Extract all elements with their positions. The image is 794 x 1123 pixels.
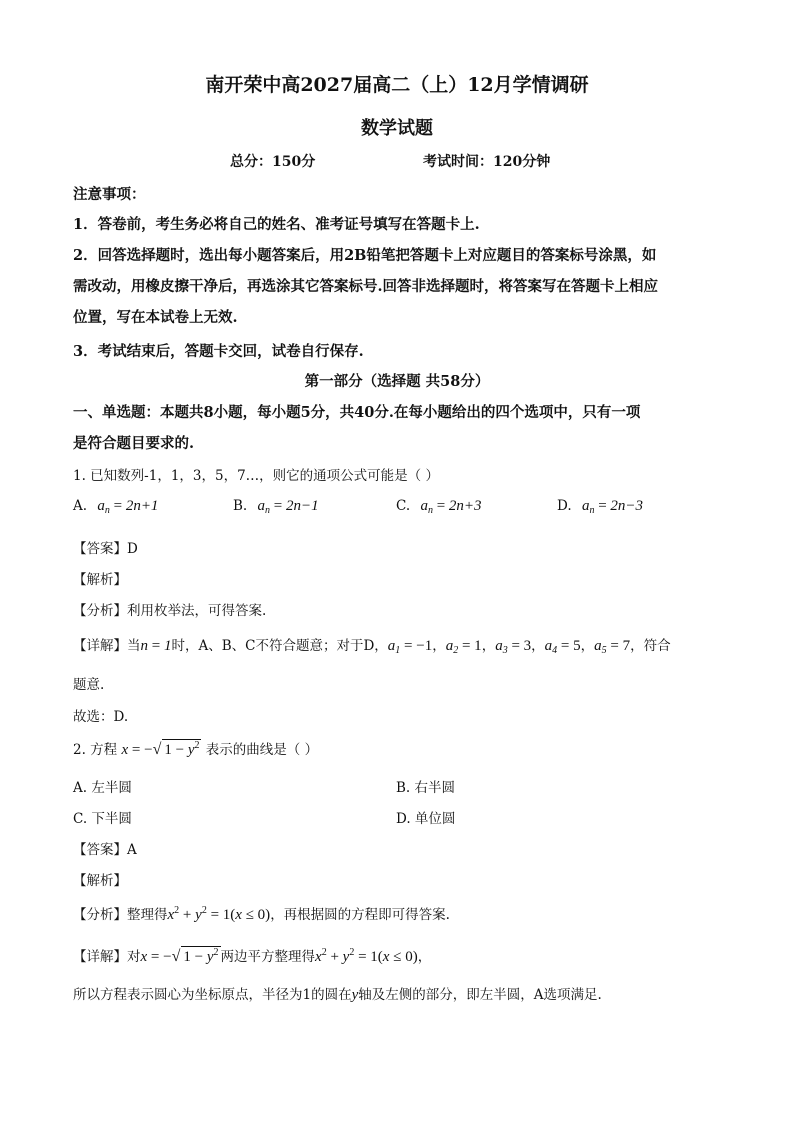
answer-line [73,838,137,858]
option-label: D. [557,498,572,514]
detail-line: 【详解】对x = −√ $1 - y^2$ 两边平方整理得$x^2 + y^2 = 1(x \le 0)$， [73,947,432,965]
notice-item: 需改动，用橡皮擦干净后，再选涂其它答案标号.回答非选择题时，将答案写在答题卡上相应 [73,278,659,295]
solution-part: 所以方程表示圆心为坐标原点，半径为1的圆在 [73,987,352,1003]
detail-continuation: 题意. [73,677,105,693]
detail-text: 时，A、B、C不符合题意；对于D， [171,638,388,654]
solution-text: 所以方程表示圆心为坐标原点，半径为1的圆在y轴及左侧的部分，即左半圆，A选项满足. [73,987,602,1003]
notice-heading: 注意事项： [73,186,146,203]
detail-tag: 【详解】 [73,638,127,654]
notice-item: 3．考试结束后，答题卡交回，试卷自行保存. [73,343,364,360]
option-d: D. 单位圆 [396,811,456,827]
detail-text: ，符合 [630,638,671,654]
analysis-tag: 【解析】 [73,572,127,588]
conclusion: 故选：D. [73,709,129,725]
detail-text: ， [417,949,432,965]
notice-item: 2．回答选择题时，选出每小题答案后，用2B铅笔把答题卡上对应题目的答案标号涂黑，如 [73,247,657,264]
option-label: A. [73,498,88,514]
answer-tag: 【答案】 [73,842,127,858]
exam-time: 考试时间：120分钟 [423,154,551,170]
option-c: C. $a_n = 2n+3$ [396,498,482,516]
option-label: B. [233,498,248,514]
option-c: C. 下半圆 [73,811,132,827]
option-expr: 2n−3 [610,498,644,514]
option-label: C. [396,498,411,514]
page-subtitle: 数学试题 [361,118,433,139]
total-score: 总分：150分 [230,154,316,170]
fenxi-tag: 【分析】 [73,603,127,619]
answer-value: D [127,541,138,557]
option-a: A. $a_n = 2n+1$ [73,498,159,516]
option-b: B. $a_n = 2n-1$ [233,498,319,516]
analysis-tag: 【解析】 [73,873,127,889]
detail-text: 当 [127,638,141,654]
solution-part: 轴及左侧的部分，即左半圆，A选项满足. [358,987,602,1003]
section-instruction: 一、单选题：本题共8小题，每小题5分，共40分.在每小题给出的四个选项中，只有一项 [73,404,641,421]
option-expr: 2n+3 [448,498,482,514]
fenxi-text: 整理得 [127,907,168,923]
option-expr: 2n+1 [125,498,159,514]
section-instruction: 是符合题目要求的. [73,435,195,452]
option-b: B. 右半圆 [396,780,456,796]
stem-text: 表示的曲线是（ ） [205,742,319,758]
detail-text: 对 [127,949,141,965]
fenxi-tag: 【分析】 [73,907,127,923]
fenxi-text: 利用枚举法，可得答案. [127,603,267,619]
option-expr: 2n−1 [285,498,319,514]
fenxi-line [73,599,266,619]
stem-text: 2. 方程 [73,742,118,758]
notice-item: 1．答卷前，考生务必将自己的姓名、准考证号填写在答题卡上. [73,216,480,233]
option-a: A. 左半圆 [73,780,132,796]
detail-tag: 【详解】 [73,949,127,965]
answer-tag: 【答案】 [73,541,127,557]
option-d: D. $a_n = 2n-3$ [557,498,644,516]
detail-line: 【详解】当n = 1时，A、B、C不符合题意；对于D，$a_1 = -1$，$a_2 = 1$，$a_3 = 3$，$a_4 = 5$，$a_5 = 7$，符合 [73,638,671,656]
part-heading: 第一部分（选择题 共58分） [304,373,490,390]
fenxi-text: ，再根据圆的方程即可得答案. [270,907,450,923]
question-stem: 1. 已知数列-1，1，3，5，7…，则它的通项公式可能是（ ） [73,468,439,484]
question-stem: 2. 方程 x = −√ $1 - y^2$ 表示的曲线是（ ） [73,740,319,758]
answer-line [73,537,138,557]
notice-item: 位置，写在本试卷上无效. [73,309,238,326]
fenxi-line: 【分析】整理得$x^2 + y^2 = 1(x \le 0)$，再根据圆的方程即可得答案. [73,905,450,923]
page-title: 南开荣中高2027届高二（上）12月学情调研 [205,74,589,96]
answer-value: A [127,842,137,858]
detail-text: 两边平方整理得 [220,949,316,965]
